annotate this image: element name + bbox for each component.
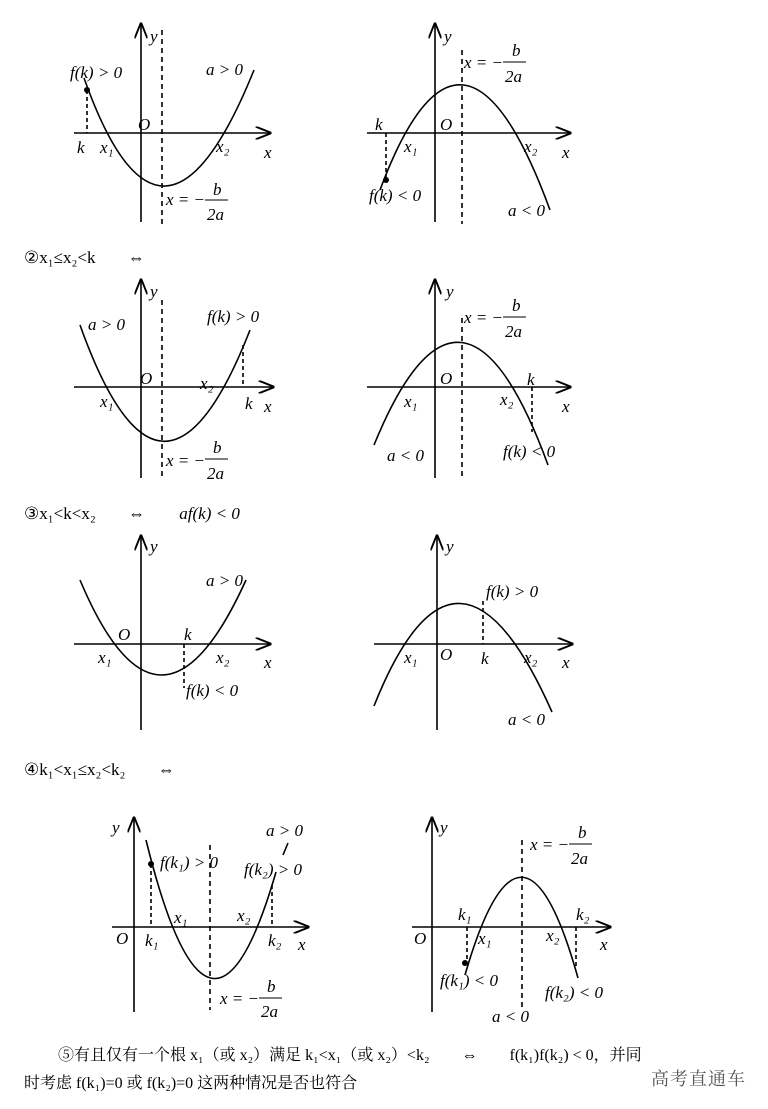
axis-eq-label: x = −: [166, 451, 205, 470]
a-label: a < 0: [387, 446, 424, 465]
fk1-label: f(k₁) > 0: [160, 853, 218, 872]
a-label: a < 0: [492, 1007, 529, 1026]
x1-label: x₁: [404, 392, 418, 411]
fk-label: f(k) > 0: [207, 307, 260, 326]
x-axis-label: x: [562, 653, 570, 672]
fk2-label: f(k₂) > 0: [244, 860, 302, 879]
case-5-text-line2: 时考虑 f(k₁)=0 或 f(k₂)=0 这两种情况是否也符合: [24, 1075, 358, 1092]
y-axis-label: y: [150, 282, 158, 301]
origin-label: O: [140, 369, 153, 388]
k2-label: k₂: [576, 905, 590, 924]
x1-label: x₁: [404, 137, 418, 156]
k-label: k: [77, 138, 85, 157]
a-label: a > 0: [206, 60, 243, 79]
y-axis-label: y: [444, 27, 452, 46]
b-label: b: [512, 296, 521, 315]
fk-label: f(k) < 0: [186, 681, 239, 700]
k-label: k: [527, 370, 535, 389]
x2-label: x₂: [524, 137, 538, 156]
origin-label: O: [118, 625, 131, 644]
fk1-label: f(k₁) < 0: [440, 971, 498, 990]
b-label: b: [267, 977, 276, 996]
a-label: a < 0: [508, 201, 545, 220]
x1-label: x₁: [98, 648, 112, 667]
x1-label: x₁: [404, 648, 418, 667]
axis-eq-label: x = −: [464, 308, 503, 327]
x1-label: x₁: [174, 908, 188, 927]
case-3-heading: ③x₁<k<x₂ ⇔ af(k) < 0: [24, 504, 240, 523]
origin-label: O: [440, 369, 453, 388]
x2-label: x₂: [237, 906, 251, 925]
fk-label: f(k) < 0: [503, 442, 556, 461]
case-4-heading: ④k₁<x₁≤x₂<k₂ ⇔: [24, 760, 175, 779]
k1-label: k₁: [458, 905, 472, 924]
x2-label: x₂: [500, 390, 514, 409]
b-label: b: [512, 41, 521, 60]
2a-label: 2a: [261, 1002, 278, 1021]
y-axis-label: y: [440, 818, 448, 837]
x1-label: x₁: [100, 138, 114, 157]
x-axis-label: x: [298, 935, 306, 954]
x-axis-label: x: [562, 397, 570, 416]
parabola-upward: [84, 70, 254, 186]
parabola-upward: [80, 325, 250, 441]
k1-label: k₁: [145, 931, 159, 950]
b-label: b: [213, 180, 222, 199]
x2-label: x₂: [546, 926, 560, 945]
x-axis-label: x: [562, 143, 570, 162]
x-axis-label: x: [264, 143, 272, 162]
fk2-label: f(k₂) < 0: [545, 983, 603, 1002]
x2-label: x₂: [216, 648, 230, 667]
2a-label: 2a: [207, 205, 224, 224]
k-label: k: [375, 115, 383, 134]
k-label: k: [184, 625, 192, 644]
y-axis-label: y: [112, 818, 120, 837]
x-axis-label: x: [600, 935, 608, 954]
axis-eq-label: x = −: [220, 989, 259, 1008]
x1-label: x₁: [478, 929, 492, 948]
origin-label: O: [440, 115, 453, 134]
axis-eq-label: x = −: [464, 53, 503, 72]
b-label: b: [213, 438, 222, 457]
2a-label: 2a: [207, 464, 224, 483]
2a-label: 2a: [505, 322, 522, 341]
y-axis-label: y: [446, 282, 454, 301]
2a-label: 2a: [571, 849, 588, 868]
watermark: 高考直通车: [651, 1069, 746, 1090]
x2-label: x₂: [216, 137, 230, 156]
k-label: k: [245, 394, 253, 413]
a-label: a < 0: [508, 710, 545, 729]
origin-label: O: [440, 645, 453, 664]
origin-label: O: [414, 929, 427, 948]
a-label: a > 0: [88, 315, 125, 334]
x2-label: x₂: [200, 374, 214, 393]
fk-label: f(k) < 0: [369, 186, 422, 205]
y-axis-label: y: [150, 537, 158, 556]
k-label: k: [481, 649, 489, 668]
b-label: b: [578, 823, 587, 842]
x-axis-label: x: [264, 653, 272, 672]
axis-eq-label: x = −: [530, 835, 569, 854]
a-label: a > 0: [266, 821, 303, 840]
origin-label: O: [138, 115, 151, 134]
a-label: a > 0: [206, 571, 243, 590]
x-axis-label: x: [264, 397, 272, 416]
case-2-heading: ②x₁≤x₂<k ⇔: [24, 248, 145, 267]
axis-eq-label: x = −: [166, 190, 205, 209]
origin-label: O: [116, 929, 129, 948]
2a-label: 2a: [505, 67, 522, 86]
y-axis-label: y: [446, 537, 454, 556]
case-5-text-line1: ⑤有且仅有一个根 x₁（或 x₂）满足 k₁<x₁（或 x₂）<k₂ ⇔ f(k₁)f(k₂) < 0，并同: [58, 1047, 642, 1064]
x1-label: x₁: [100, 392, 114, 411]
x2-label: x₂: [524, 648, 538, 667]
y-axis-label: y: [150, 27, 158, 46]
fk-label: f(k) > 0: [486, 582, 539, 601]
fk-label: f(k) > 0: [70, 63, 123, 82]
k2-label: k₂: [268, 931, 282, 950]
